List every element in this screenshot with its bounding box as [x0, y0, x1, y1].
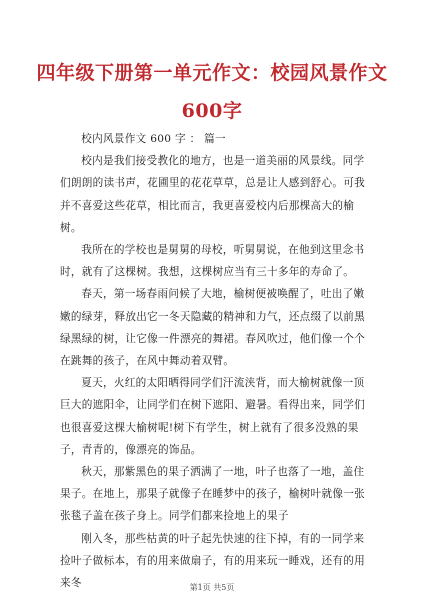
paragraph: 春天，第一场春雨问候了大地，榆树便被唤醒了，吐出了嫩嫩的绿芽，释放出它一冬天隐藏的精神和力气，还点缀了以前黑绿黑绿的树，让它像一件漂亮的舞裙。春风吹过，他们像一个个在跳舞的孩子，在风中舞动着双臂。 — [60, 288, 366, 368]
section-subtitle: 校内风景作文 600 字 ： 篇一 — [81, 133, 226, 145]
page-footer: 第1页 共5页 — [189, 583, 235, 592]
paragraph: 夏天，火红的太阳晒得同学们汗流浃背，而大榆树就像一顶巨大的遮阳伞，让同学们在树下遮阳、避暑。看得出来，同学们也很喜爱这棵大榆树呢!树下有学生，树上就有了很多没熟的果子，青青的，像漂亮的饰品。 — [60, 377, 366, 456]
document-body — [60, 128, 372, 594]
document-title-line-1: 四年级下册第一单元作文：校园风景作文 — [36, 62, 388, 84]
paragraph: 刚入冬，那些枯黄的叶子起先快速的往下掉，有的一同学来捡叶子做标本，有的用来做扇子，有的用来玩一睡戏，还有的用来冬 — [60, 532, 366, 590]
paragraph: 校内是我们接受教化的地方，也是一道美丽的风景线。同学们朗朗的读书声，花圃里的花花草草，总是让人感到舒心。可我并不喜爱这些花草，相比而言，我更喜爱校内后那棵高大的榆树。 — [60, 155, 366, 234]
paragraph: 秋天，那紫黑色的果子洒满了一地，叶子也落了一地，盖住果子。在地上，那果子就像子在睡梦中的孩子，榆树叶就像一张张毯子盖在孩子身上。同学们都来捡地上的果子 — [60, 466, 366, 523]
document-title-line-2: 600字 — [181, 100, 243, 122]
paragraph: 我所在的学校也是舅舅的母校，听舅舅说，在他到这里念书时，就有了这棵树。我想，这棵树应当有三十多年的寿命了。 — [60, 244, 365, 279]
